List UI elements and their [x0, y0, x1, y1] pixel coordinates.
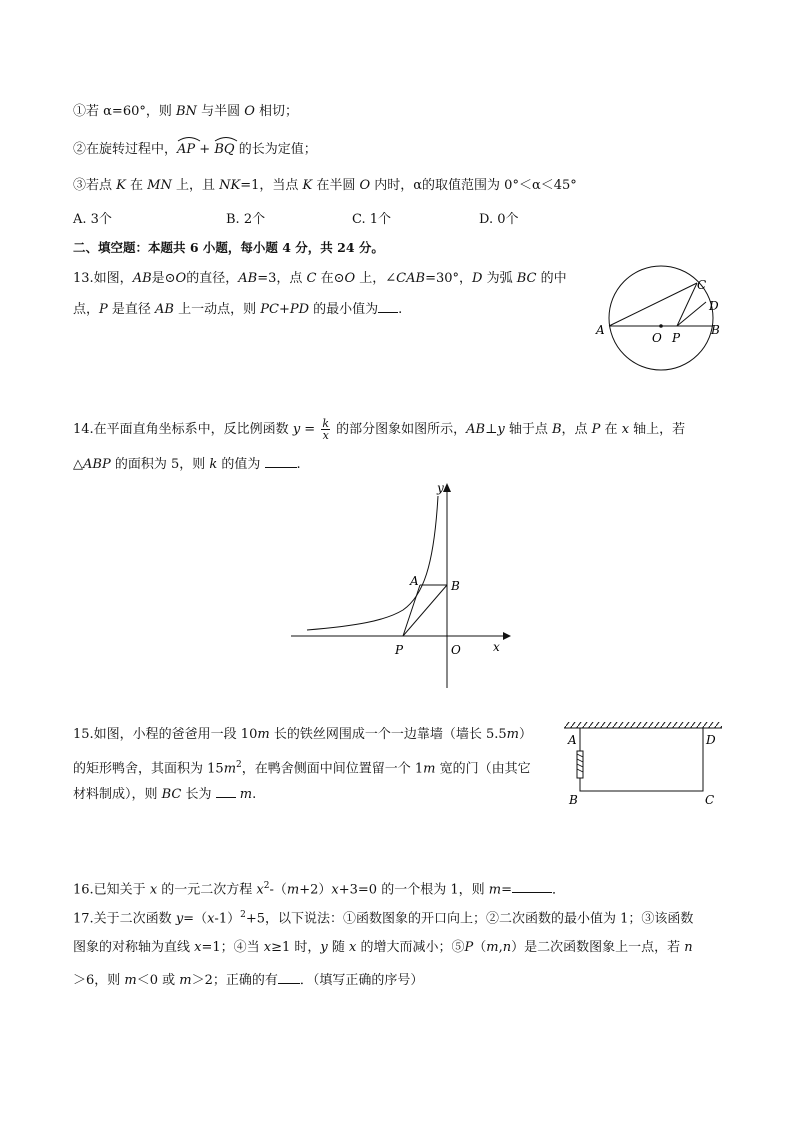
segment-pb	[403, 585, 447, 636]
label-x: x	[493, 640, 500, 654]
q16-answer-blank[interactable]	[512, 880, 552, 893]
option-a: A. 3个	[73, 212, 112, 227]
arc-bq-mark	[214, 136, 238, 142]
label-p: P	[672, 331, 681, 345]
label-a: A	[568, 733, 577, 747]
label-o: O	[451, 643, 461, 657]
label-c: C	[697, 278, 707, 292]
q15-line-1: 15.如图，小程的爸爸用一段 10m 长的铁丝网围成一个一边靠墙（墙长 5.5m）	[73, 727, 532, 742]
statement-3: ③若点 K 在 MN 上，且 NK=1，当点 K 在半圆 O 内时，α的取值范围为 0°＜α＜45°	[73, 178, 577, 193]
arc-ap-mark	[177, 136, 201, 142]
arc-ap: AP	[177, 139, 195, 161]
q13-line-1: 13.如图，AB是⊙O的直径，AB=3，点 C 在⊙O 上，∠CAB=30°，D 为弧 BC 的中	[73, 271, 567, 286]
label-y: y	[437, 481, 444, 495]
option-b: B. 2个	[226, 212, 266, 227]
option-c: C. 1个	[352, 212, 392, 227]
section-heading: 二、填空题：本题共 6 小题，每小题 4 分，共 24 分。	[73, 240, 384, 255]
statement-1: ①若 α=60°，则 BN 与半圆 O 相切；	[73, 104, 299, 119]
q14-answer-blank[interactable]	[265, 455, 297, 468]
label-a: A	[410, 574, 419, 588]
q15-answer-blank[interactable]	[216, 785, 236, 798]
x-axis-arrow	[503, 632, 511, 640]
wall-hatching	[564, 722, 722, 728]
segment-pa	[403, 585, 420, 636]
fence-rectangle	[580, 728, 703, 791]
label-o: O	[652, 331, 662, 345]
label-b: B	[711, 323, 720, 337]
center-point	[659, 324, 663, 328]
label-b: B	[569, 793, 578, 807]
y-axis-arrow	[443, 483, 451, 492]
q15-line-3: 材料制成），则 BC 长为 m.	[73, 787, 257, 802]
label-d: D	[706, 733, 716, 747]
label-p: P	[395, 643, 404, 657]
arc-bq: BQ	[214, 139, 234, 161]
q13-line-2: 点，P 是直径 AB 上一动点，则 PC+PD 的最小值为 .	[73, 302, 403, 317]
q17-line-3: ＞6，则 m＜0 或 m＞2；正确的有 ．（填写正确的序号）	[73, 973, 424, 988]
q17-answer-blank[interactable]	[278, 971, 300, 984]
label-a: A	[596, 323, 605, 337]
label-b: B	[451, 579, 460, 593]
q13-circle-figure	[590, 262, 730, 376]
q14-line-2: △ABP 的面积为 5，则 k 的值为 .	[73, 457, 301, 472]
label-d: D	[709, 299, 719, 313]
q15-line-2: 的矩形鸭舍，其面积为 $15m^2$，在鸭舍侧面中间位置留一个 1m 宽的门（由其它	[73, 760, 531, 777]
q17-line-1: 17.关于二次函数 $y=(x-1)^2+5$，以下说法：①函数图象的开口向上；②二次函数的最小值为 1；③该函数	[73, 910, 694, 927]
chord-ac	[609, 283, 697, 326]
option-d: D. 0个	[479, 212, 519, 227]
q16-line: 16.已知关于 x 的一元二次方程 $x^2-(m+2)x+3=0$ 的一个根为 1，则 m= ．	[73, 881, 565, 898]
q15-pen-figure	[560, 718, 730, 808]
statement-2: ②在旋转过程中， AP + BQ 的长为定值；	[73, 139, 317, 161]
q14-graph-figure	[285, 476, 515, 691]
q17-line-2: 图象的对称轴为直线 x=1；④当 x≥1 时，y 随 x 的增大而减小；⑤P（m,n）是二次函数图象上一点，若 n	[73, 940, 693, 955]
label-c: C	[705, 793, 715, 807]
fraction-k-over-x: $\frac{k}{x}$	[322, 417, 330, 442]
q14-line-1: 14.在平面直角坐标系中，反比例函数 y = $\frac{k}{x}$ 的部分图象如图所示，AB⊥y 轴于点 B，点 P 在 x 轴上，若	[73, 417, 686, 442]
segment-pd	[677, 302, 706, 326]
segment-pc	[677, 283, 697, 326]
hyperbola-curve	[307, 496, 438, 630]
q13-answer-blank[interactable]	[378, 300, 398, 313]
